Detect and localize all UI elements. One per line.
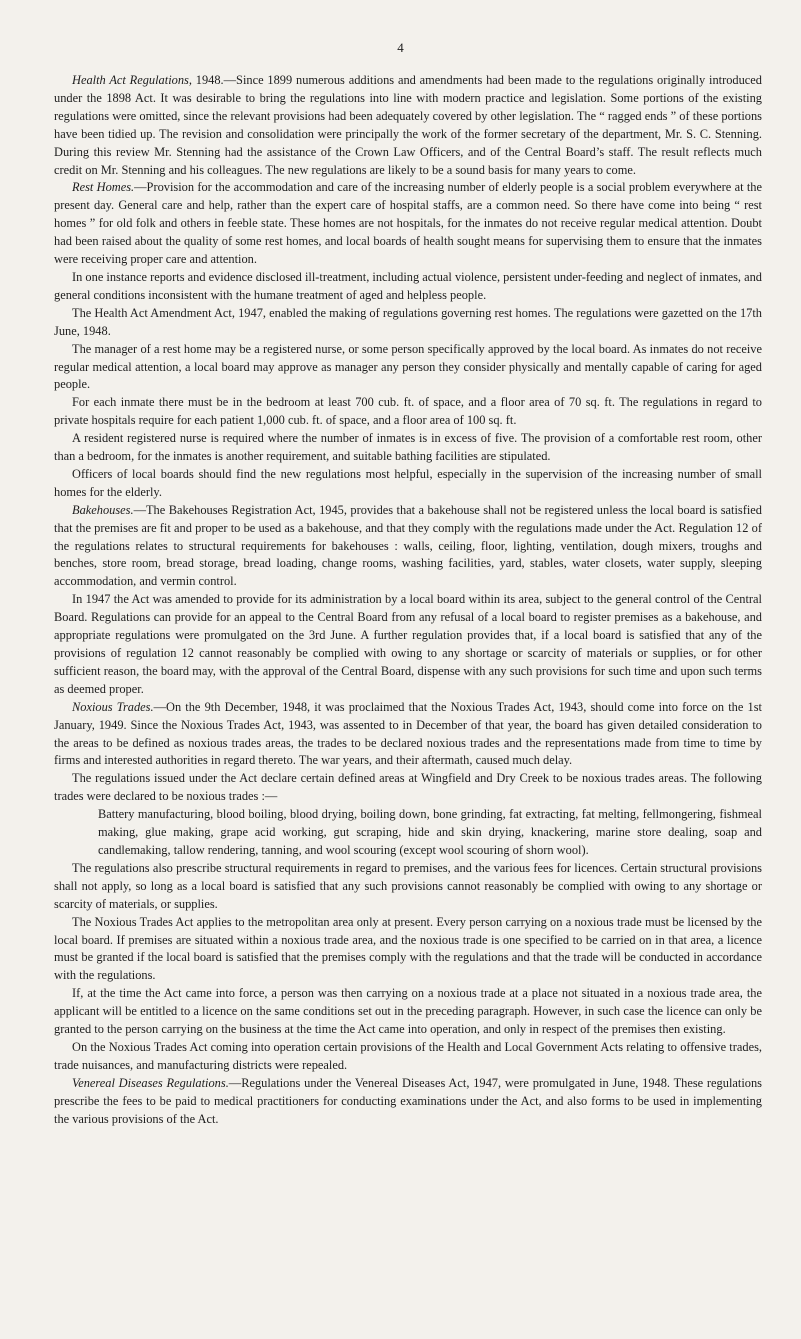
paragraph xyxy=(54,341,762,395)
paragraph-text: The regulations issued under the Act declare certain defined areas at Wingfield and Dry Creek to be noxious trades areas. The following trades were declared to be noxious trades :— xyxy=(54,771,762,804)
document-body xyxy=(54,72,762,1128)
paragraph xyxy=(98,806,762,860)
section-heading: Bakehouses. xyxy=(72,502,134,517)
paragraph xyxy=(54,770,762,806)
paragraph-text: —On the 9th December, 1948, it was proclaimed that the Noxious Trades Act, 1943, should come into force on the 1st January, 1949. Since the Noxious Trades Act, 1943, was assented to in December of that year, the board has given detailed consideration to the areas to be defined as noxious trades areas, the trades to be declared noxious trades and the representations made from time to time by firms and interested authorities in regard thereto. The war years, and their aftermath, caused much delay. xyxy=(54,699,762,768)
paragraph xyxy=(54,985,762,1039)
paragraph-text: A resident registered nurse is required where the number of inmates is in excess of five. The provision of a comfortable rest room, other than a bedroom, for the inmates is another requirement, and suitable bathing facilities are stipulated. xyxy=(54,431,762,464)
paragraph-text: The Health Act Amendment Act, 1947, enabled the making of regulations governing rest homes. The regulations were gazetted on the 17th June, 1948. xyxy=(54,305,762,338)
section-heading: Venereal Diseases Regulations. xyxy=(72,1075,229,1090)
paragraph xyxy=(54,179,762,269)
section-heading: Health Act Regulations, xyxy=(72,73,192,87)
paragraph xyxy=(54,430,762,466)
paragraph xyxy=(54,1039,762,1075)
paragraph-text: On the Noxious Trades Act coming into operation certain provisions of the Health and Local Government Acts relating to offensive trades, trade nuisances, and manufacturing districts were repealed. xyxy=(54,1039,762,1072)
paragraph xyxy=(54,860,762,914)
paragraph-text: In 1947 the Act was amended to provide for its administration by a local board within its area, subject to the general control of the Central Board. Regulations can provide for an appeal to the Central Board from any refusal of a local board to register premises as a bakehouse, and appropriate regulations were promulgated on the 3rd June. A further regulation provides that, if a local board is satisfied that any of the provisions of regulation 12 cannot reasonably be complied with owing to any shortage or scarcity of materials or supplies, or for other sufficient reason, the board may, with the approval of the Central Board, dispense with any such provisions for such time and upon such terms as deemed proper. xyxy=(54,592,762,696)
paragraph-text: Officers of local boards should find the new regulations most helpful, especially in the supervision of the increasing number of small homes for the elderly. xyxy=(54,466,762,499)
paragraph xyxy=(54,1075,762,1129)
paragraph xyxy=(54,394,762,430)
paragraph-text: Battery manufacturing, blood boiling, blood drying, boiling down, bone grinding, fat extracting, fat melting, fellmongering, fishmeal making, glue making, grape acid working, gut scraping, hide and skin drying, knackering, marine store dealing, soap and candlemaking, tallow rendering, tanning, and wool scouring (except wool scouring of shorn wool). xyxy=(98,807,762,857)
paragraph-text: —Provision for the accommodation and care of the increasing number of elderly people is a social problem everywhere at the present day. General care and help, rather than the expert care of hospital staffs, are a common need. So there have come into being “ rest homes ” for old folk and others in feeble state. These homes are not hospitals, for the inmates do not receive regular medical attention. Doubt had been raised about the quality of some rest homes, and local boards of health sought means for supervising them to ensure that the inmates were receiving proper care and attention. xyxy=(54,180,762,267)
paragraph xyxy=(54,591,762,698)
paragraph xyxy=(54,466,762,502)
page-number: 4 xyxy=(397,40,404,55)
paragraph xyxy=(54,699,762,771)
section-heading: Rest Homes. xyxy=(72,180,135,195)
paragraph xyxy=(54,502,762,592)
paragraph xyxy=(54,72,762,179)
paragraph-text: For each inmate there must be in the bedroom at least 700 cub. ft. of space, and a floor area of 70 sq. ft. The regulations in regard to private hospitals require for each patient 1,000 cub. ft. of space, and a floor area of 100 sq. ft. xyxy=(54,395,762,428)
paragraph-text: If, at the time the Act came into force, a person was then carrying on a noxious trade at a place not situated in a noxious trade area, the applicant will be entitled to a licence on the same conditions set out in the preceding paragraph. However, in such case the licence can only be granted to the person carrying on the business at the time the Act came into operation, and only in respect of the premises then existing. xyxy=(54,986,762,1037)
paragraph xyxy=(54,305,762,341)
section-heading: Noxious Trades. xyxy=(72,699,154,714)
paragraph-text: In one instance reports and evidence disclosed ill-treatment, including actual violence, persistent under-feeding and neglect of inmates, and general conditions inconsistent with the humane treatment of aged and helpless people. xyxy=(54,269,762,302)
paragraph-text: —Regulations under the Venereal Diseases Act, 1947, were promulgated in June, 1948. These regulations prescribe the fees to be paid to medical practitioners for conducting examinations under the Act, and also forms to be used in implementing the various provisions of the Act. xyxy=(54,1075,762,1126)
paragraph-text: —The Bakehouses Registration Act, 1945, provides that a bakehouse shall not be registered unless the local board is satisfied that the premises are fit and proper to be used as a bakehouse, and that they comply with the regulations made under the Act. Regulation 12 of the regulations relates to structural requirements for bakehouses : walls, ceiling, floor, lighting, ventilation, dough mixers, troughs and benches, store room, bread storage, bread loading, change rooms, washing facilities, yard, stables, water closets, water supply, sleeping accommodation, and vermin control. xyxy=(54,502,762,589)
paragraph-text: The Noxious Trades Act applies to the metropolitan area only at present. Every person carrying on a noxious trade must be licensed by the local board. If premises are situated within a noxious trade area, and the noxious trade is one specified to be carried on in that area, a licence must be granted if the local board is satisfied that the premises comply with the regulations and that the trade will be conducted in accordance with the regulations. xyxy=(54,914,762,983)
paragraph xyxy=(54,269,762,305)
paragraph-text: The regulations also prescribe structural requirements in regard to premises, and the various fees for licences. Certain structural provisions shall not apply, so long as a local board is satisfied that any such provisions cannot reasonably be complied with owing to any shortage or scarcity of materials, or supplies. xyxy=(54,860,762,911)
paragraph-text: 1948.—Since 1899 numerous additions and amendments had been made to the regulations originally introduced under the 1898 Act. It was desirable to bring the regulations into line with modern practice and legislation. Some portions of the existing regulations were omitted, since the relevant provisions had been adequately covered by other legislation. The “ ragged ends ” of these portions have been tidied up. The revision and consolidation were principally the work of the former secretary of the department, Mr. S. C. Stenning. During this review Mr. Stenning had the assistance of the Crown Law Officers, and of the Central Board’s staff. The result reflects much credit on Mr. Stenning and his colleagues. The new regulations are likely to be a sound basis for many years to come. xyxy=(54,73,762,177)
paragraph xyxy=(54,914,762,986)
paragraph-text: The manager of a rest home may be a registered nurse, or some person specifically approved by the local board. As inmates do not receive regular medical attention, a local board may approve as manager any person they consider physically and mentally capable of caring for aged people. xyxy=(54,341,762,392)
